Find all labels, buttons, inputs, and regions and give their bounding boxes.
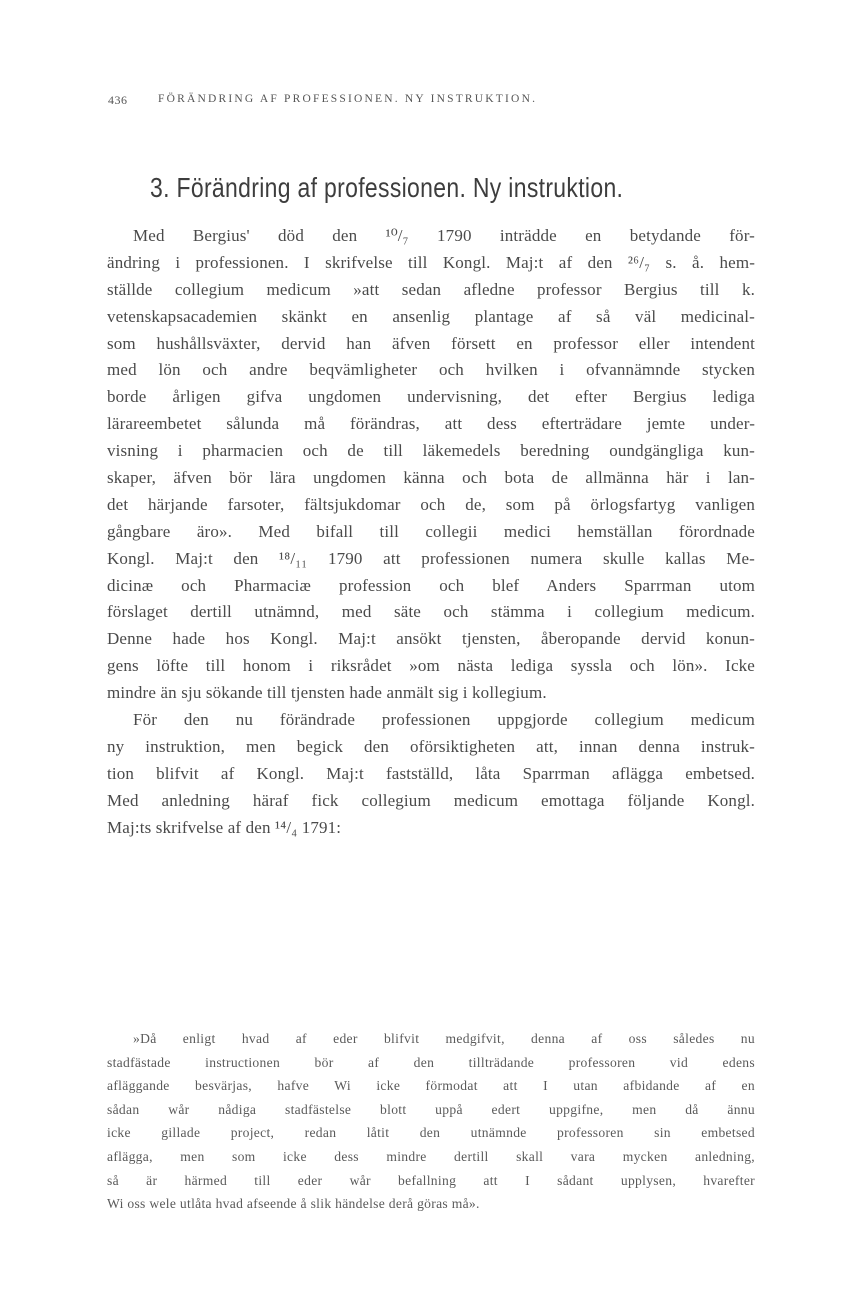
text-line: Denne hade hos Kongl. Maj:t ansökt tjensten, åberopande dervid konun-: [107, 629, 755, 649]
text-line: skaper, äfven bör lära ungdomen känna och bota de allmänna här i lan-: [107, 468, 755, 488]
text-line: borde årligen gifva ungdomen undervisning, det efter Bergius lediga: [107, 387, 755, 407]
text-line: gens löfte till honom i riksrådet »om nästa lediga syssla och lön». Icke: [107, 656, 755, 676]
text-line: dicinæ och Pharmaciæ profession och blef Anders Sparrman utom: [107, 575, 755, 595]
body-text: [107, 223, 755, 841]
text-line: ny instruktion, men begick den oförsiktigheten att, innan denna instruk-: [107, 736, 755, 756]
text-line: vetenskapsacademien skänkt en ansenlig plantage af så väl medicinal-: [107, 306, 755, 326]
text-line: förslaget dertill utnämnd, med säte och stämma i collegium medicum.: [107, 602, 755, 622]
quote-line: Wi oss wele utlåta hvad afseende å slik händelse derå göras må».: [107, 1196, 480, 1212]
text-line: det härjande farsoter, fältsjukdomar och de, som på örlogsfartyg vanligen: [107, 494, 755, 514]
quote-line: sådan wår nådiga stadfästelse blott uppå edert uppgifne, men då ännu: [107, 1101, 755, 1117]
text-line: ändring i professionen. I skrifvelse till Kongl. Maj:t af den ²⁶/₇ s. å. hem-: [107, 252, 755, 272]
text-line: gångbare äro». Med bifall till collegii medici hemställan förordnade: [107, 521, 755, 541]
text-line: mindre än sju sökande till tjensten hade anmält sig i kollegium.: [107, 683, 547, 703]
quote-line: afläggande besvärjas, hafve Wi icke förmodat att I utan afbidande af en: [107, 1078, 755, 1094]
paragraph-2: [107, 707, 755, 841]
text-line: som hushållsväxter, dervid han äfven försett en professor eller intendent: [107, 333, 755, 353]
text-line: tion blifvit af Kongl. Maj:t fastställd, låta Sparrman aflägga embetsed.: [107, 763, 755, 783]
text-line: För den nu förändrade professionen uppgjorde collegium medicum: [133, 710, 755, 730]
text-line: visning i pharmacien och de till läkemedels beredning oundgängliga kun-: [107, 441, 755, 461]
text-line: Kongl. Maj:t den ¹⁸/₁₁ 1790 att professionen numera skulle kallas Me-: [107, 548, 755, 568]
text-line: Med Bergius' död den ¹⁰/₇ 1790 inträdde en betydande för-: [133, 226, 755, 245]
text-line: med lön och andre beqvämligheter och hvilken i ofvannämnde stycken: [107, 360, 755, 380]
quote-line: »Då enligt hvad af eder blifvit medgifvit, denna af oss således nu: [133, 1031, 755, 1046]
text-line: ställde collegium medicum »att sedan afledne professor Bergius till k.: [107, 279, 755, 299]
quote-line: aflägga, men som icke dess mindre dertill skall vara mycken anledning,: [107, 1148, 755, 1164]
text-line: lärareembetet sålunda må förändras, att dess efterträdare jemte under-: [107, 414, 755, 434]
running-head-title: FÖRÄNDRING AF PROFESSIONEN. NY INSTRUKTION.: [158, 93, 538, 105]
running-head: [108, 93, 808, 109]
quote-line: så är härmed till eder wår befallning att I sådant upplysen, hvarefter: [107, 1172, 755, 1188]
block-quote: [107, 1027, 755, 1216]
text-line: Maj:ts skrifvelse af den ¹⁴/₄ 1791:: [107, 817, 342, 837]
quote-line: icke gillade project, redan låtit den utnämnde professoren sin embetsed: [107, 1125, 755, 1141]
quote-line: stadfästade instructionen bör af den tillträdande professoren vid edens: [107, 1054, 755, 1070]
text-line: Med anledning häraf fick collegium medicum emottaga följande Kongl.: [107, 790, 755, 810]
paragraph-1: [107, 223, 755, 707]
chapter-title: 3. Förändring af professionen. Ny instruktion.: [150, 172, 624, 203]
page-number: 436: [108, 93, 128, 107]
